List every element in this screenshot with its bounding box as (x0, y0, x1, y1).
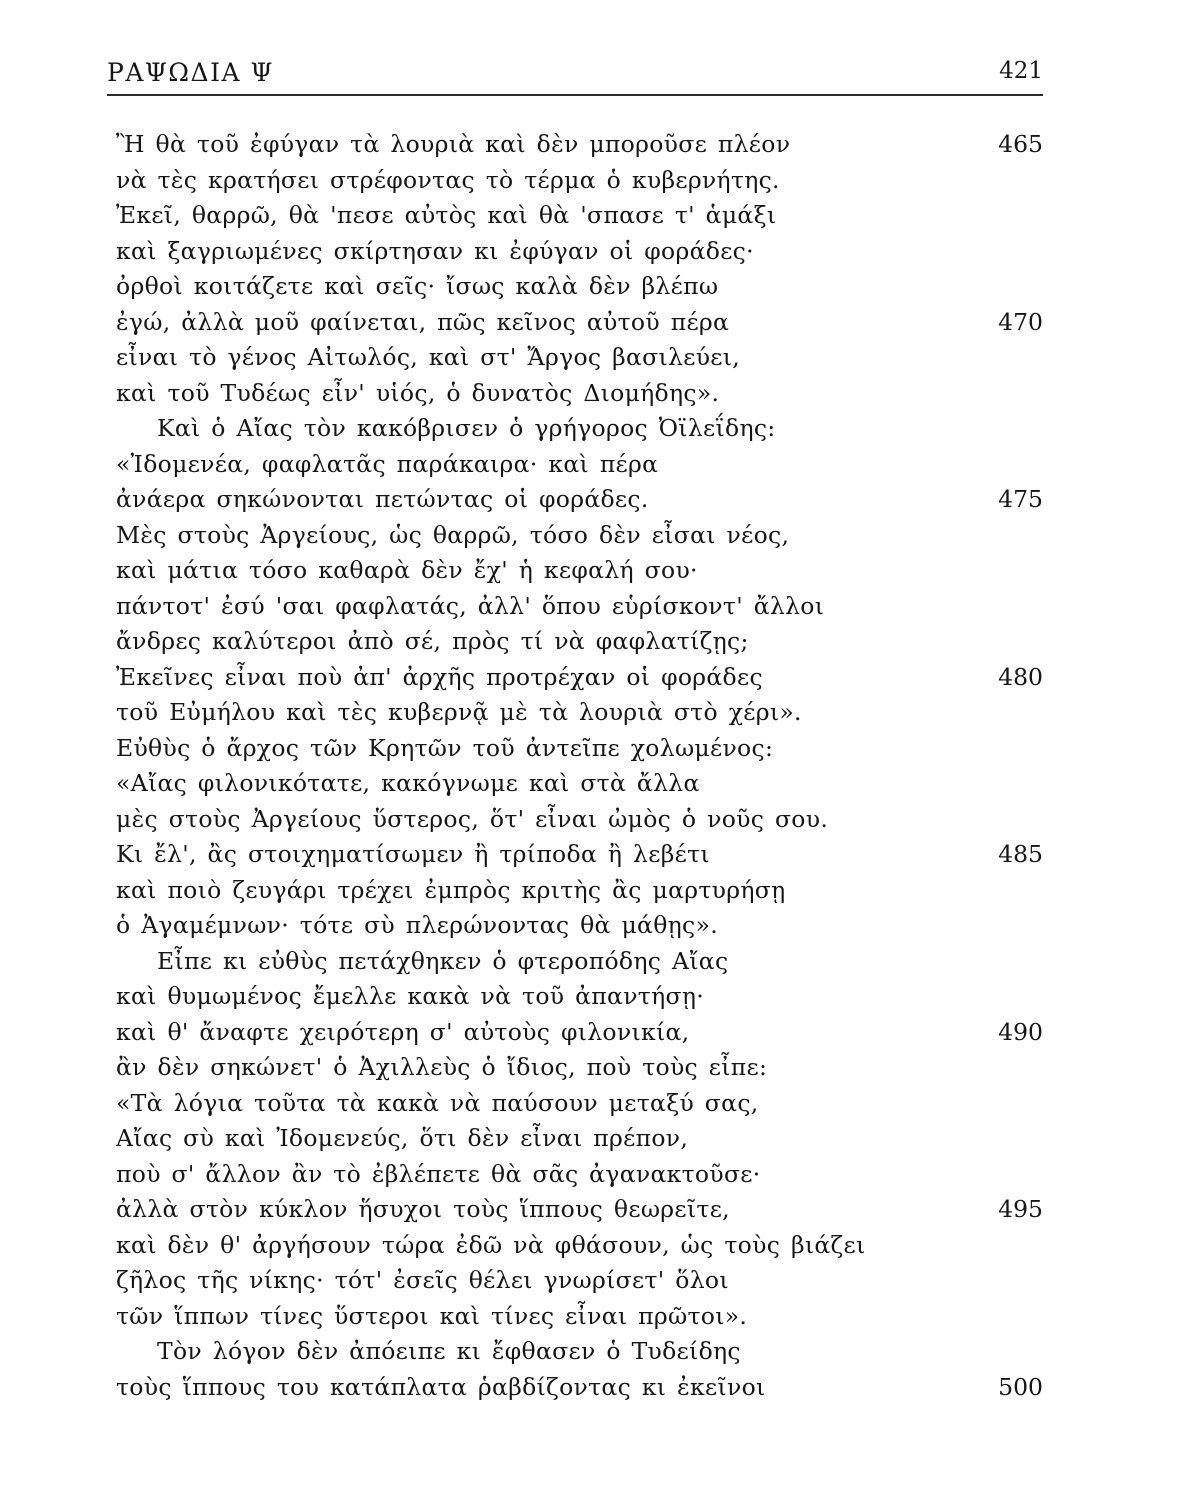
verse-block (0, 126, 1191, 1404)
verse-line (0, 126, 1191, 162)
verse-text: καὶ θυμωμένος ἔμελλε κακὰ νὰ τοῦ ἀπαντήσῃ· (116, 982, 704, 1010)
verse-text: Καὶ ὁ Αἴας τὸν κακόβρισεν ὁ γρήγορος Ὀϊλεΐδης: (157, 414, 776, 442)
header-rule (107, 94, 1043, 96)
page-number: 421 (999, 58, 1043, 84)
verse-text: καὶ θ' ἄναφτε χειρότερη σ' αὐτοὺς φιλονικία, (116, 1017, 690, 1046)
verse-text: ἀνάερα σηκώνονται πετώντας οἱ φοράδες. (116, 485, 649, 513)
verse-line (0, 410, 1191, 446)
verse-line (0, 197, 1191, 233)
verse-text: ἀλλὰ στὸν κύκλον ἥσυχοι τοὺς ἵππους θεωρεῖτε, (116, 1195, 730, 1223)
running-head (107, 58, 1043, 96)
verse-line (0, 233, 1191, 269)
verse-text: «Ἰδομενέα, φαφλατᾶς παράκαιρα· καὶ πέρα (116, 449, 659, 478)
running-title: ΡΑΨΩΔΙΑ Ψ (107, 58, 274, 87)
verse-text: καὶ μάτια τόσο καθαρὰ δὲν ἔχ' ἡ κεφαλή σου· (116, 556, 698, 584)
verse-text: ποὺ σ' ἄλλον ἂν τὸ ἐβλέπετε θὰ σᾶς ἀγανακτοῦσε· (116, 1159, 761, 1188)
verse-line (0, 1191, 1191, 1227)
verse-text: ἐγώ, ἀλλὰ μοῦ φαίνεται, πῶς κεῖνος αὐτοῦ πέρα (116, 307, 730, 336)
verse-text: «Τὰ λόγια τοῦτα τὰ κακὰ νὰ παύσουν μεταξύ σας, (116, 1088, 759, 1117)
verse-line (0, 836, 1191, 872)
verse-number: 500 (998, 1372, 1043, 1401)
verse-text: Ἢ θὰ τοῦ ἐφύγαν τὰ λουριὰ καὶ δὲν μποροῦσε πλέον (116, 130, 791, 158)
verse-text: Ἐκεῖνες εἶναι ποὺ ἀπ' ἀρχῆς προτρέχαν οἱ φοράδες (116, 662, 763, 691)
verse-line (0, 623, 1191, 659)
verse-text: Μὲς στοὺς Ἀργείους, ὡς θαρρῶ, τόσο δὲν εἶσαι νέος, (116, 520, 790, 549)
verse-text: Κι ἔλ', ἂς στοιχηματίσωμεν ἢ τρίποδα ἢ λεβέτι (116, 840, 710, 868)
verse-text: ἂν δὲν σηκώνετ' ὁ Ἀχιλλεὺς ὁ ἴδιος, ποὺ τοὺς εἶπε: (116, 1053, 768, 1081)
verse-text: Εἶπε κι εὐθὺς πετάχθηκεν ὁ φτεροπόδης Αἴας (157, 946, 729, 975)
verse-number: 485 (998, 840, 1043, 868)
verse-number: 495 (998, 1195, 1043, 1223)
verse-number: 465 (998, 130, 1043, 158)
verse-line (0, 552, 1191, 588)
verse-text: καὶ ξαγριωμένες σκίρτησαν κι ἐφύγαν οἱ φοράδες· (116, 236, 754, 265)
verse-line (0, 1085, 1191, 1121)
verse-line (0, 481, 1191, 517)
verse-number: 470 (998, 307, 1043, 336)
verse-text: πάντοτ' ἐσύ 'σαι φαφλατάς, ἀλλ' ὅπου εὑρίσκοντ' ἄλλοι (116, 591, 825, 620)
verse-line (0, 694, 1191, 730)
verse-line (0, 730, 1191, 766)
verse-line (0, 765, 1191, 801)
verse-text: τοὺς ἵππους του κατάπλατα ῥαβδίζοντας κι ἐκεῖνοι (116, 1372, 766, 1401)
verse-line (0, 801, 1191, 837)
verse-line (0, 1333, 1191, 1369)
verse-text: ἄνδρες καλύτεροι ἀπὸ σέ, πρὸς τί νὰ φαφλατίζῃς; (116, 627, 749, 655)
verse-line (0, 588, 1191, 624)
verse-text: νὰ τὲς κρατήσει στρέφοντας τὸ τέρμα ὁ κυβερνήτης. (116, 165, 780, 194)
verse-line (0, 268, 1191, 304)
verse-line (0, 517, 1191, 553)
verse-line (0, 1369, 1191, 1405)
verse-line (0, 943, 1191, 979)
verse-line (0, 339, 1191, 375)
verse-text: «Αἴας φιλονικότατε, κακόγνωμε καὶ στὰ ἄλλα (116, 769, 700, 797)
verse-line (0, 162, 1191, 198)
verse-text: μὲς στοὺς Ἀργείους ὕστερος, ὅτ' εἶναι ὠμὸς ὁ νοῦς σου. (116, 804, 829, 833)
verse-text: καὶ τοῦ Τυδέως εἶν' υἱός, ὁ δυνατὸς Διομήδης». (116, 378, 720, 407)
verse-text: ὀρθοὶ κοιτάζετε καὶ σεῖς· ἴσως καλὰ δὲν βλέπω (116, 272, 719, 300)
verse-text: καὶ ποιὸ ζευγάρι τρέχει ἐμπρὸς κριτὴς ἂς μαρτυρήσῃ (116, 875, 786, 904)
verse-line (0, 1227, 1191, 1263)
verse-line (0, 304, 1191, 340)
verse-line (0, 872, 1191, 908)
verse-line (0, 1014, 1191, 1050)
verse-text: τῶν ἵππων τίνες ὕστεροι καὶ τίνες εἶναι πρῶτοι». (116, 1301, 748, 1330)
verse-line (0, 1262, 1191, 1298)
verse-text: Αἴας σὺ καὶ Ἰδομενεύς, ὅτι δὲν εἶναι πρέπον, (116, 1124, 689, 1152)
verse-line (0, 1298, 1191, 1334)
verse-line (0, 978, 1191, 1014)
verse-number: 490 (998, 1017, 1043, 1046)
verse-line (0, 1120, 1191, 1156)
verse-line (0, 1049, 1191, 1085)
verse-line (0, 1156, 1191, 1192)
verse-text: καὶ δὲν θ' ἀργήσουν τώρα ἐδῶ νὰ φθάσουν, ὡς τοὺς βιάζει (116, 1230, 866, 1259)
verse-number: 475 (998, 485, 1043, 513)
verse-line (0, 907, 1191, 943)
verse-text: Τὸν λόγον δὲν ἀπόειπε κι ἔφθασεν ὁ Τυδείδης (157, 1337, 741, 1365)
verse-text: Ἐκεῖ, θαρρῶ, θὰ 'πεσε αὐτὸς καὶ θὰ 'σπασε τ' ἁμάξι (116, 201, 777, 229)
verse-text: ζῆλος τῆς νίκης· τότ' ἐσεῖς θέλει γνωρίσετ' ὅλοι (116, 1266, 729, 1294)
verse-text: Εὐθὺς ὁ ἄρχος τῶν Κρητῶν τοῦ ἀντεῖπε χολωμένος: (116, 733, 774, 762)
verse-text: ὁ Ἀγαμέμνων· τότε σὺ πλερώνοντας θὰ μάθῃς». (116, 911, 718, 939)
verse-line (0, 446, 1191, 482)
verse-text: τοῦ Εὐμήλου καὶ τὲς κυβερνᾷ μὲ τὰ λουριὰ στὸ χέρι». (116, 698, 802, 726)
verse-line (0, 659, 1191, 695)
verse-number: 480 (998, 662, 1043, 691)
verse-text: εἶναι τὸ γένος Αἰτωλός, καὶ στ' Ἄργος βασιλεύει, (116, 343, 741, 371)
verse-line (0, 375, 1191, 411)
